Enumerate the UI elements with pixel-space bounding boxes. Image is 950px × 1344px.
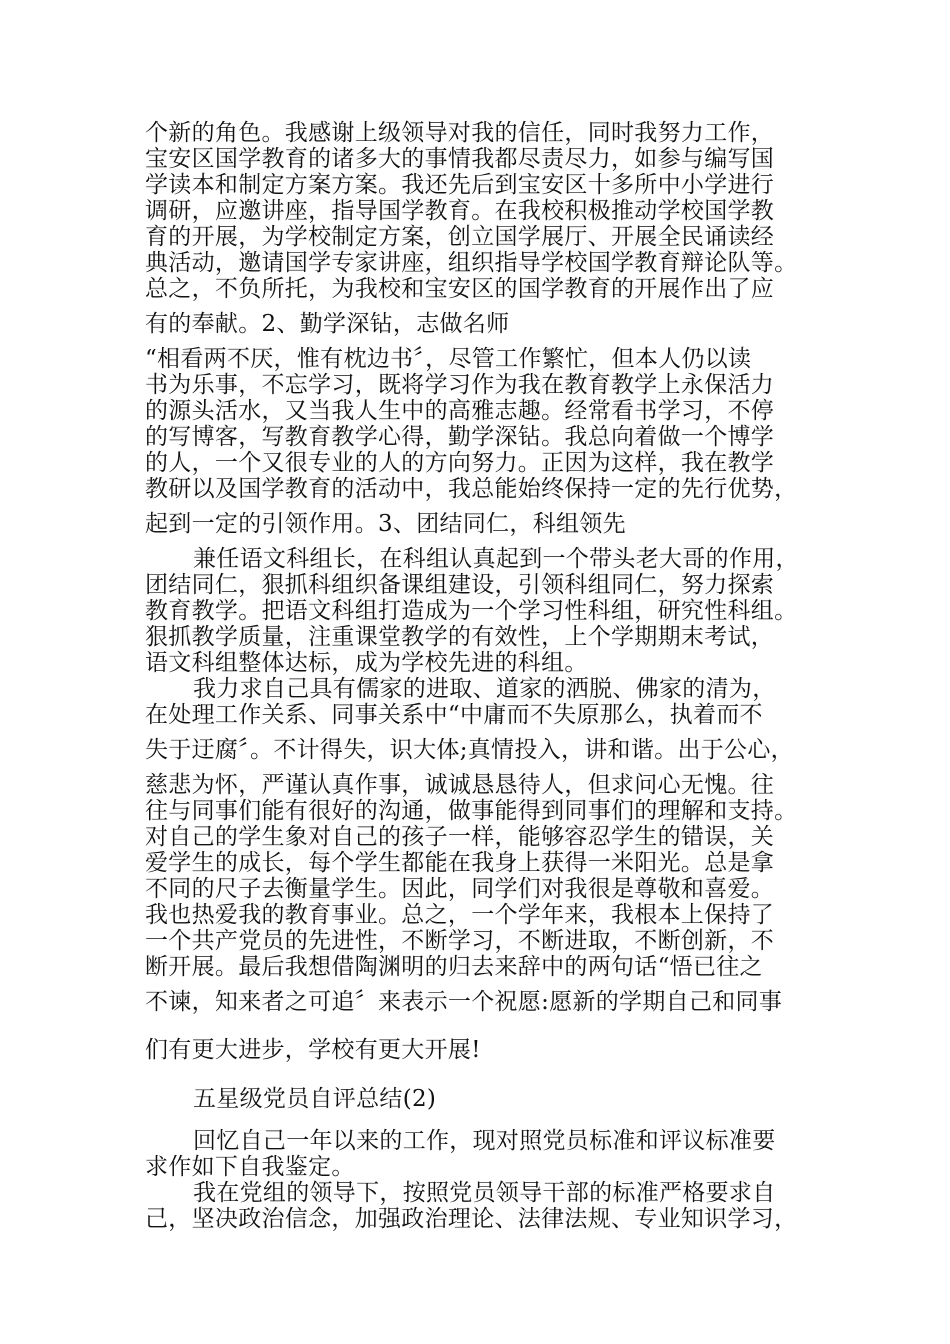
text-line: 育的开展，为学校制定方案，创立国学展厅、开展全民诵读经 <box>145 224 775 250</box>
text-line: 我在党组的领导下，按照党员领导干部的标准严格要求自 <box>193 1180 776 1206</box>
text-line: 语文科组整体达标，成为学校先进的科组。 <box>145 650 588 676</box>
text-line: 教研以及国学教育的活动中，我总能始终保持一定的先行优势， <box>145 476 798 502</box>
section-heading-line: 有的奉献。2、勤学深钻，志做名师 <box>145 311 510 337</box>
text-line: 的源头活水，又当我人生中的高雅志趣。经常看书学习，不停 <box>145 398 775 424</box>
text-line: 不同的尺子去衡量学生。因此，同学们对我很是尊敬和喜爱。 <box>145 876 775 902</box>
text-line: 们有更大进步，学校有更大开展! <box>145 1037 481 1063</box>
text-line: 爱学生的成长，每个学生都能在我身上获得一米阳光。总是拿 <box>145 850 775 876</box>
text-line: 总之，不负所托，为我校和宝安区的国学教育的开展作出了应 <box>145 276 775 302</box>
text-line: 狠抓教学质量，注重课堂教学的有效性，上个学期期末考试， <box>145 624 775 650</box>
text-line: 团结同仁，狠抓科组织备课组建设，引领科组同仁，努力探索 <box>145 572 775 598</box>
text-line: 兼任语文科组长，在科组认真起到一个带头老大哥的作用， <box>193 546 799 572</box>
text-line: 慈悲为怀，严谨认真作事，诚诚恳恳待人，但求问心无愧。往 <box>145 772 775 798</box>
text-line: “相看两不厌，惟有枕边书〞，尽管工作繁忙，但本人仍以读 <box>145 346 752 372</box>
text-line: 个新的角色。我感谢上级领导对我的信任，同时我努力工作， <box>145 120 775 146</box>
text-line: 失于迂腐〞。不计得失，识大体;真情投入，讲和谐。出于公心， <box>145 737 794 763</box>
text-line: 己，坚决政治信念，加强政治理论、法律法规、专业知识学习， <box>145 1206 798 1232</box>
text-line: 学读本和制定方案方案。我还先后到宝安区十多所中小学进行 <box>145 172 775 198</box>
text-line: 往与同事们能有很好的沟通，做事能得到同事们的理解和支持。 <box>145 798 798 824</box>
text-line: 我力求自己具有儒家的进取、道家的洒脱、佛家的清为， <box>193 676 776 702</box>
text-line: 在处理工作关系、同事关系中“中庸而不失原那么，执着而不 <box>145 702 763 728</box>
text-line: 断开展。最后我想借陶渊明的归去来辞中的两句话“悟已往之 <box>145 954 763 980</box>
text-line: 回忆自己一年以来的工作，现对照党员标准和评议标准要 <box>193 1128 776 1154</box>
text-line: 书为乐事，不忘学习，既将学习作为我在教育教学上永保活力 <box>145 372 775 398</box>
text-line: 我也热爱我的教育事业。总之，一个学年来，我根本上保持了 <box>145 902 775 928</box>
text-line: 对自己的学生象对自己的孩子一样，能够容忍学生的错误，关 <box>145 824 775 850</box>
text-line: 宝安区国学教育的诸多大的事情我都尽责尽力，如参与编写国 <box>145 146 775 172</box>
text-line: 的写博客，写教育教学心得，勤学深钻。我总向着做一个博学 <box>145 424 775 450</box>
text-line: 调研，应邀讲座，指导国学教育。在我校积极推动学校国学教 <box>145 198 775 224</box>
text-line: 一个共产党员的先进性，不断学习，不断进取，不断创新，不 <box>145 928 775 954</box>
text-line: 教育教学。把语文科组打造成为一个学习性科组，研究性科组。 <box>145 598 798 624</box>
text-line: 的人，一个又很专业的人的方向努力。正因为这样，我在教学 <box>145 450 775 476</box>
text-line: 典活动，邀请国学专家讲座，组织指导学校国学教育辩论队等。 <box>145 250 798 276</box>
document-subtitle: 五星级党员自评总结(2) <box>193 1086 437 1112</box>
text-line: 不谏，知来者之可追〞来表示一个祝愿:愿新的学期自己和同事 <box>145 989 783 1015</box>
text-line: 求作如下自我鉴定。 <box>145 1154 355 1180</box>
section-heading-line: 起到一定的引领作用。3、团结同仁，科组领先 <box>145 511 626 537</box>
